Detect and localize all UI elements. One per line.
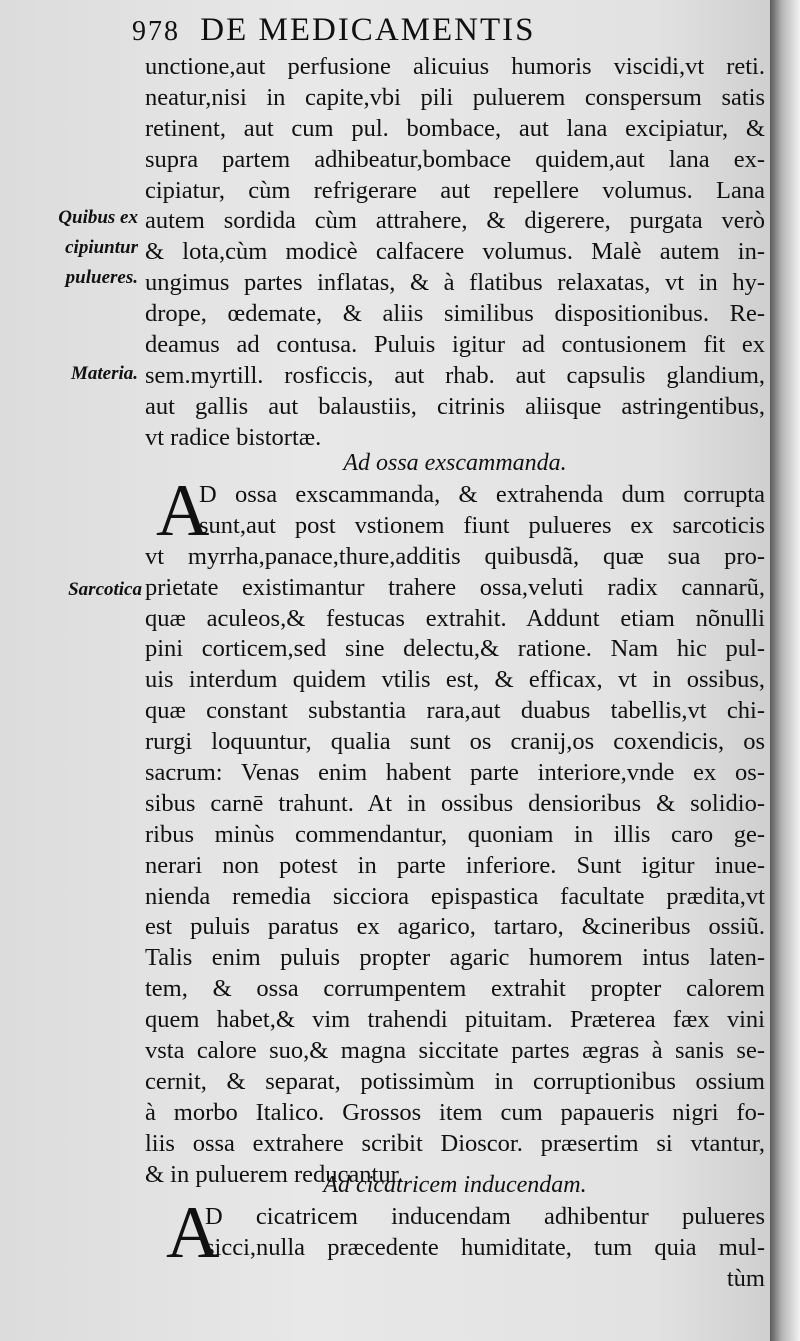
sidenote-sarcotica: Sarcotica bbox=[68, 579, 142, 600]
sidenote-line: pulueres. bbox=[65, 267, 138, 288]
text-line: sacrum: Venas enim habent parte interiore,vnde ex os- bbox=[145, 759, 765, 787]
text-line: à morbo Italico. Grossos item cum papaueris nigri fo- bbox=[145, 1098, 765, 1126]
text-line: Talis enim puluis propter agaric humorem intus laten- bbox=[145, 944, 765, 972]
text-line: neatur,nisi in capite,vbi pili puluerem conspersum satis bbox=[145, 83, 765, 111]
text-line: est puluis paratus ex agarico, tartaro, &cineribus ossiũ. bbox=[145, 913, 765, 941]
text-line: autem sordida cùm attrahere, & digerere, purgata verò bbox=[145, 207, 765, 235]
text-line: retinent, aut cum pul. bombace, aut lana excipiatur, & bbox=[145, 114, 765, 142]
text-line: ribus minùs commendantur, quoniam in illis caro ge- bbox=[145, 820, 765, 848]
drop-cap: A bbox=[166, 1192, 220, 1274]
text-line: sicci,nulla præcedente humiditate, tum quia mul- bbox=[205, 1233, 765, 1261]
text-line: & in puluerem reducantur. bbox=[145, 1160, 404, 1188]
page-number: 978 bbox=[132, 16, 180, 47]
text-line: D cicatricem inducendam adhibentur pulueres bbox=[205, 1203, 765, 1230]
catchword: tùm bbox=[726, 1264, 765, 1292]
text-line: liis ossa extrahere scribit Dioscor. præsertim si vtantur, bbox=[145, 1129, 765, 1157]
paragraph-ossa bbox=[145, 480, 765, 1190]
text-line: & lota,cùm modicè calfacere volumus. Malè autem in- bbox=[145, 238, 765, 266]
text-line: supra partem adhibeatur,bombace quidem,aut lana ex- bbox=[145, 145, 765, 173]
text-line: quem habet,& vim trahendi pituitam. Præterea fæx vini bbox=[145, 1006, 765, 1034]
text-line: tem, & ossa corrumpentem extrahit propter calorem bbox=[145, 975, 765, 1003]
section-heading: Ad cicatricem inducendam. bbox=[323, 1172, 587, 1198]
text-line: deamus ad contusa. Puluis igitur ad contusionem fit ex bbox=[145, 331, 765, 359]
text-line: vsta calore suo,& magna siccitate partes ægras à sanis se- bbox=[145, 1037, 765, 1065]
text-line: rurgi loquuntur, qualia sunt os cranij,os coxendicis, os bbox=[145, 728, 765, 756]
sidenote-quibus bbox=[34, 203, 138, 293]
page-edge bbox=[770, 0, 800, 1341]
sidenote-line: Quibus ex bbox=[58, 207, 138, 228]
text-line: sem.myrtill. rosficcis, aut rhab. aut capsulis glandium, bbox=[145, 361, 765, 389]
text-line: uis interdum quidem vtilis est, & efficax, vt in ossibus, bbox=[145, 666, 765, 694]
text-line: ungimus partes inflatas, & à flatibus relaxatas, vt in hy- bbox=[145, 269, 765, 297]
sidenote-materia: Materia. bbox=[70, 363, 138, 384]
running-title: DE MEDICAMENTIS bbox=[200, 12, 536, 48]
paragraph-opening bbox=[145, 52, 765, 454]
text-line: prietate existimantur trahere ossa,veluti radix cannarũ, bbox=[145, 573, 765, 601]
text-line: pini corticem,sed sine delectu,& ratione. Nam hic pul- bbox=[145, 635, 765, 663]
text-line: vt radice bistortæ. bbox=[145, 423, 322, 451]
section-heading: Ad ossa exscammanda. bbox=[343, 450, 567, 476]
text-line: drope, œdemate, & aliis similibus dispositionibus. Re- bbox=[145, 300, 765, 328]
text-line: nerari non potest in parte inferiore. Sunt igitur inue- bbox=[145, 851, 765, 879]
text-line: unctione,aut perfusione alicuius humoris viscidi,vt reti. bbox=[145, 53, 765, 80]
text-line: quæ aculeos,& festucas extrahit. Addunt etiam nõnulli bbox=[145, 604, 765, 632]
text-line: sibus carnē trahunt. At in ossibus densioribus & solidio- bbox=[145, 789, 765, 817]
paragraph-cicatricem bbox=[145, 1202, 765, 1295]
text-line: vt myrrha,panace,thure,additis quibusdã, quæ sua pro- bbox=[145, 542, 765, 570]
text-line: sunt,aut post vstionem fiunt pulueres ex sarcoticis bbox=[199, 511, 765, 539]
drop-cap: A bbox=[156, 470, 210, 552]
sidenote-line: cipiuntur bbox=[65, 237, 138, 258]
text-line: D ossa exscammanda, & extrahenda dum corrupta bbox=[199, 481, 765, 508]
text-line: aut gallis aut balaustiis, citrinis aliisque astringentibus, bbox=[145, 392, 765, 420]
text-line: nienda remedia sicciora epispastica facultate prædita,vt bbox=[145, 882, 765, 910]
text-line: cipiatur, cùm refrigerare aut repellere volumus. Lana bbox=[145, 176, 765, 204]
text-line: cernit, & separat, potissimùm in corruptionibus ossium bbox=[145, 1067, 765, 1095]
running-head bbox=[132, 12, 535, 49]
text-line: quæ constant substantia rara,aut duabus tabellis,vt chi- bbox=[145, 697, 765, 725]
